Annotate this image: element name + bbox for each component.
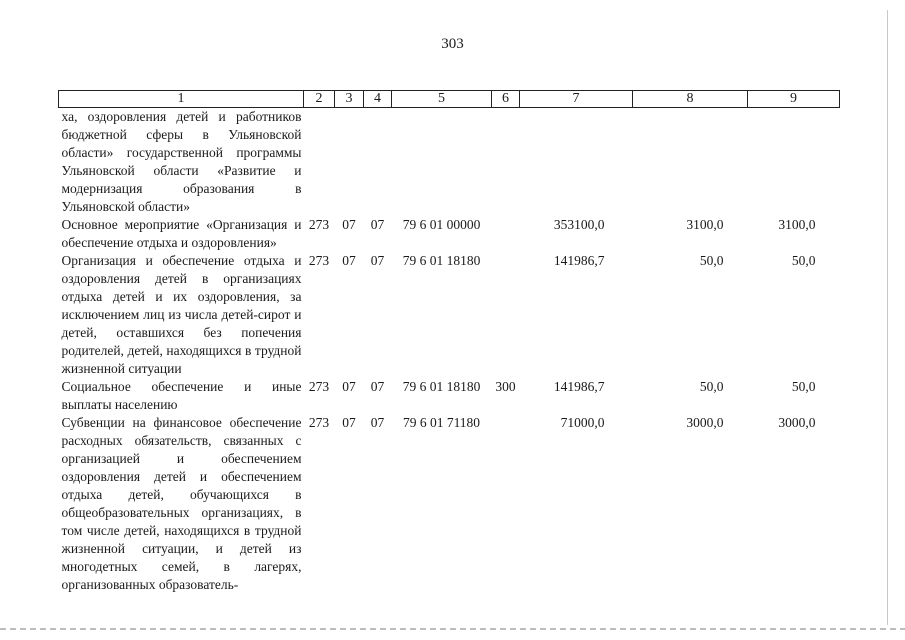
column-header: 2 (304, 91, 335, 108)
table-row (59, 216, 840, 252)
page-edge-line (887, 10, 888, 625)
expense-type-code (492, 252, 520, 378)
column-header: 7 (520, 91, 633, 108)
row-description: Организация и обеспечение отдыха и оздоровления детей в организациях отдыха детей и их оздоровления, за исключением лиц из числа детей-сирот и детей, оставшихся без попечения родителей, детей, находящихся в трудной жизненной ситуации (61, 253, 302, 376)
table-row (59, 252, 840, 378)
admin-code: 273 (308, 379, 330, 394)
target-article-code (392, 108, 492, 217)
amount-col7 (520, 108, 633, 217)
amount-col8: 3100,0 (686, 217, 724, 232)
table-row (59, 414, 840, 594)
subsection-code: 07 (370, 415, 385, 430)
amount-col7: 71000,0 (560, 415, 605, 430)
row-description: Основное мероприятие «Организация и обеспечение отдыха и оздоровления» (61, 217, 302, 250)
admin-code (304, 108, 335, 217)
amount-col8: 3000,0 (686, 415, 724, 430)
admin-code: 273 (308, 217, 330, 232)
admin-code: 273 (308, 253, 330, 268)
subsection-code (364, 108, 392, 217)
row-description: Социальное обеспечение и иные выплаты населению (61, 379, 302, 412)
subsection-code: 07 (370, 217, 385, 232)
expense-type-code: 300 (495, 379, 516, 394)
amount-col7: 141986,7 (553, 379, 605, 394)
amount-col8: 50,0 (699, 379, 724, 394)
subsection-code: 07 (370, 253, 385, 268)
target-article-code: 79 6 01 18180 (402, 253, 481, 268)
admin-code: 273 (308, 415, 330, 430)
expense-type-code (492, 108, 520, 217)
column-header: 3 (335, 91, 364, 108)
row-description: ха, оздоровления детей и работников бюджетной сферы в Ульяновской области» государственной программы Ульяновской области «Развитие и модернизация образования в Ульяновской области» (61, 109, 302, 214)
budget-table (58, 90, 840, 594)
amount-col9: 50,0 (791, 379, 816, 394)
column-header: 1 (59, 91, 304, 108)
page-number: 303 (441, 36, 464, 52)
amount-col9: 3000,0 (778, 415, 816, 430)
section-code: 07 (342, 379, 356, 394)
target-article-code: 79 6 01 71180 (402, 415, 481, 430)
table-row (59, 108, 840, 217)
header-row (59, 91, 840, 108)
column-header: 6 (492, 91, 520, 108)
amount-col9: 3100,0 (778, 217, 816, 232)
target-article-code: 79 6 01 18180 (402, 379, 481, 394)
amount-col8: 50,0 (699, 253, 724, 268)
column-header: 4 (364, 91, 392, 108)
subsection-code: 07 (370, 379, 385, 394)
amount-col9: 50,0 (791, 253, 816, 268)
section-code (335, 108, 364, 217)
column-header: 8 (633, 91, 748, 108)
amount-col7: 353100,0 (553, 217, 605, 232)
row-description: Субвенции на финансовое обеспечение расходных обязательств, связанных с организацией и обеспечением оздоровления детей и обеспечением отдыха детей, обучающихся в общеобразовательных организациях, в том числе детей, находящихся в трудной жизненной ситуации, и детей из многодетных семей, в лагерях, организованных образователь- (61, 415, 302, 592)
table-body (59, 108, 840, 595)
table-header (59, 91, 840, 108)
section-code: 07 (342, 253, 356, 268)
section-code: 07 (342, 415, 356, 430)
scan-edge-line (0, 628, 905, 630)
column-header: 5 (392, 91, 492, 108)
table-row (59, 378, 840, 414)
amount-col8 (633, 108, 748, 217)
expense-type-code (492, 414, 520, 594)
amount-col7: 141986,7 (553, 253, 605, 268)
column-header: 9 (748, 91, 840, 108)
expense-type-code (492, 216, 520, 252)
amount-col9 (748, 108, 840, 217)
target-article-code: 79 6 01 00000 (402, 217, 481, 232)
section-code: 07 (342, 217, 356, 232)
